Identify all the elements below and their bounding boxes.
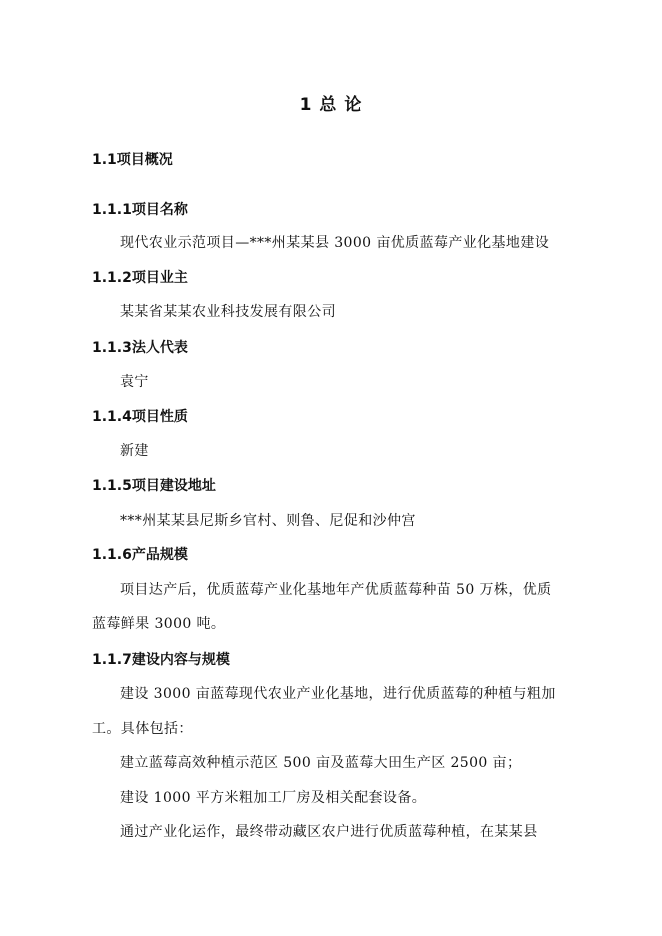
text-construction-line2: 工。具体包括： — [92, 721, 193, 737]
text-project-name: 现代农业示范项目—***州某某县 3000 亩优质蓝莓产业化基地建设 — [120, 235, 550, 251]
text-construction-line1: 建设 3000 亩蓝莓现代农业产业化基地，进行优质蓝莓的种植与粗加 — [120, 686, 556, 702]
chapter-title: 1 总 论 — [299, 95, 363, 115]
heading-project-name: 1.1.1项目名称 — [92, 202, 188, 218]
heading-project-owner: 1.1.2项目业主 — [92, 270, 188, 286]
text-product-scale-line1: 项目达产后，优质蓝莓产业化基地年产优质蓝莓种苗 50 万株，优质 — [120, 582, 552, 598]
text-project-nature: 新建 — [120, 443, 149, 459]
heading-legal-representative: 1.1.3法人代表 — [92, 340, 188, 356]
text-legal-representative: 袁宁 — [120, 374, 149, 390]
text-construction-line4: 建设 1000 平方米粗加工厂房及相关配套设备。 — [120, 790, 427, 806]
text-project-location: ***州某某县尼斯乡官村、则鲁、尼促和沙仲宫 — [120, 513, 416, 529]
heading-project-location: 1.1.5项目建设地址 — [92, 478, 216, 494]
text-construction-line3: 建立蓝莓高效种植示范区 500 亩及蓝莓大田生产区 2500 亩； — [120, 755, 522, 771]
text-construction-line5: 通过产业化运作，最终带动藏区农户进行优质蓝莓种植，在某某县 — [120, 824, 538, 840]
heading-construction-content: 1.1.7建设内容与规模 — [92, 652, 230, 668]
section-heading-project-overview: 1.1项目概况 — [92, 152, 173, 168]
text-product-scale-line2: 蓝莓鲜果 3000 吨。 — [92, 616, 226, 632]
heading-project-nature: 1.1.4项目性质 — [92, 409, 188, 425]
text-project-owner: 某某省某某农业科技发展有限公司 — [120, 304, 336, 320]
heading-product-scale: 1.1.6产品规模 — [92, 547, 188, 563]
